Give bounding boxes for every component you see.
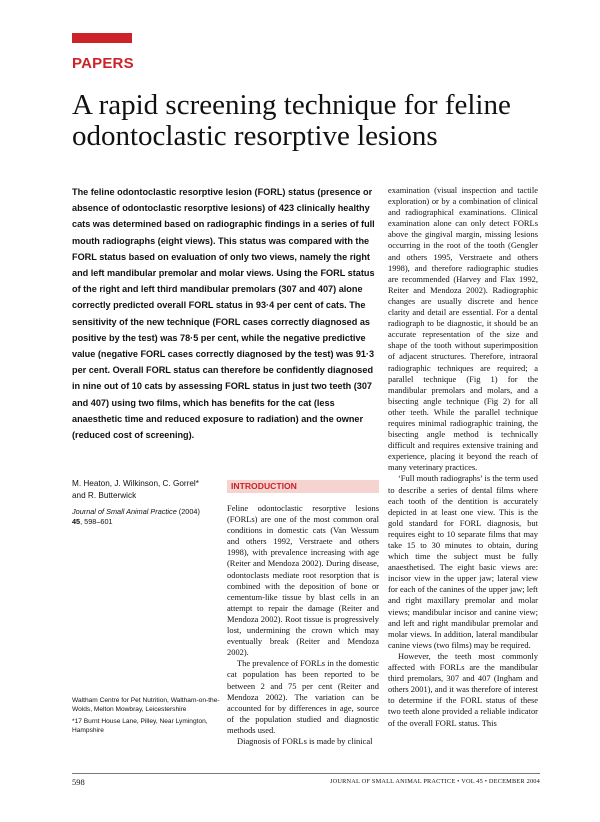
body-paragraph: The prevalence of FORLs in the domestic cat population has been reported to be between 2 and 75 per cent (Reiter and Mendoza 2002). The variation can be accounted for by differences in age, source of the population studied and diagnostic methods used. — [227, 658, 379, 735]
body-paragraph: examination (visual inspection and tactile exploration) or by a combination of clinical and radiographical examinations. Clinical examination alone can only detect FORLs above the gingival margin, missing lesions occurring in the root of the tooth (Gengler and others 1995, Verstraete and others 1998), and therefore radiographic studies are recommended (Harvey and Flax 1992, Reiter and Mendoza 2002). Radiographic changes are usually discrete and hence clarity and detail are essential. For a dental radiograph to be diagnostic, it should be an accurate representation of the size and shape of the tooth without superimposition of adjacent structures. Therefore, intraoral radiographic techniques are required; a parallel technique (Fig 1) for the mandibular premolars and molars, and a bisecting angle technique (Fig 2) for all other teeth. While the parallel technique requires minimal radiographic training, the bisecting angle method is technically difficult and requires extensive training and experience, placing it beyond the reach of many veterinary practices. — [388, 185, 538, 473]
citation-pages: , 598–601 — [80, 516, 113, 526]
running-footer: JOURNAL OF SMALL ANIMAL PRACTICE • VOL 45 • DECEMBER 2004 — [330, 778, 540, 785]
page-number: 598 — [72, 777, 85, 787]
authors-line-1: M. Heaton, J. Wilkinson, C. Gorrel* — [72, 479, 199, 488]
article-title: A rapid screening technique for feline odontoclastic resorptive lesions — [72, 89, 511, 152]
body-paragraph: ‘Full mouth radiographs’ is the term used to describe a series of dental films where each tooth of the dentition is accurately depicted in at least one view. This is the gold standard for FORL diagnosis, but requires eight to 10 separate films that may take 15 to 30 minutes to obtain, during which time the subject must be fully anaesthetised. The eight basic views are: incisor view in the upper jaw; lateral view for each of the canines of the upper jaw; left and right maxillary premolar and molar views; mandibular incisor and canine view; and left and right mandibular premolar and molar views. In addition, lateral mandibular canine views (two films) may be required. — [388, 473, 538, 650]
introduction-heading: INTRODUCTION — [227, 480, 379, 493]
body-paragraph: However, the teeth most commonly affected with FORLs are the mandibular third premolars, 307 and 407 (Ingham and others 2001), and it was therefore of interest to determine if the FORL status of these two teeth alone provided a reliable indicator of the overall FORL status. This — [388, 650, 538, 728]
citation-year: (2004) — [176, 507, 200, 516]
section-label: PAPERS — [72, 55, 134, 72]
author-list — [72, 478, 222, 501]
section-color-bar — [72, 33, 132, 43]
body-column-middle — [227, 503, 379, 747]
body-paragraph: Diagnosis of FORLs is made by clinical — [237, 735, 373, 746]
affiliation-2: *17 Burnt House Lane, Pilley, Near Lymington, Hampshire — [72, 718, 208, 735]
authors-line-2: and R. Butterwick — [72, 490, 137, 500]
citation-journal-name: Journal of Small Animal Practice — [72, 507, 177, 516]
body-paragraph: Feline odontoclastic resorptive lesions (FORLs) are one of the most common oral conditions in domestic cats (Van Wessum and others 1992, Verstraete and others 1998), with prevalence increasing with age (Reiter and Mendoza 2002). During disease, odontoclasts mediate root resorption that is combined with the deposition of bone or cementum-like tissue by blast cells in an attempt to repair the damage (Reiter and Mendoza 2002). Root tissue is progressively lost, undermining the crown which may eventually break (Reiter and Mendoza 2002). — [227, 503, 379, 658]
journal-citation — [72, 507, 222, 526]
affiliation-1: Waltham Centre for Pet Nutrition, Waltham-on-the-Wolds, Melton Mowbray, Leicestershire — [72, 697, 220, 713]
affiliations — [72, 697, 222, 736]
body-column-right — [388, 185, 538, 729]
citation-volume: 45 — [72, 516, 81, 526]
abstract: The feline odontoclastic resorptive lesion (FORL) status (presence or absence of odontoclastic resorptive lesions) of 423 clinically healthy cats was determined based on radiographic findings in a series of full mouth radiographs (eight views). This status was compared with the FORL status based on evaluation of only two views, namely the right and left mandibular premolar and molar views. Using the FORL status of the right and left third mandibular premolars (307 and 407) alone correctly predicted overall FORL status in 93·4 per cent of cats. The sensitivity of the new technique (FORL cases correctly diagnosed as positive by the test) was 78·5 per cent, while the negative predictive value (negative FORL cases correctly diagnosed by the test) was 91·3 per cent. Overall FORL status can therefore be confidently diagnosed in nine out of 10 cats by assessing FORL status in just two teeth (307 and 407) using two films, which has benefits for the cat (less anaesthetic time and reduced exposure to radiation) and the owner (reduced cost of screening). — [72, 187, 375, 441]
footer-rule — [72, 773, 540, 774]
